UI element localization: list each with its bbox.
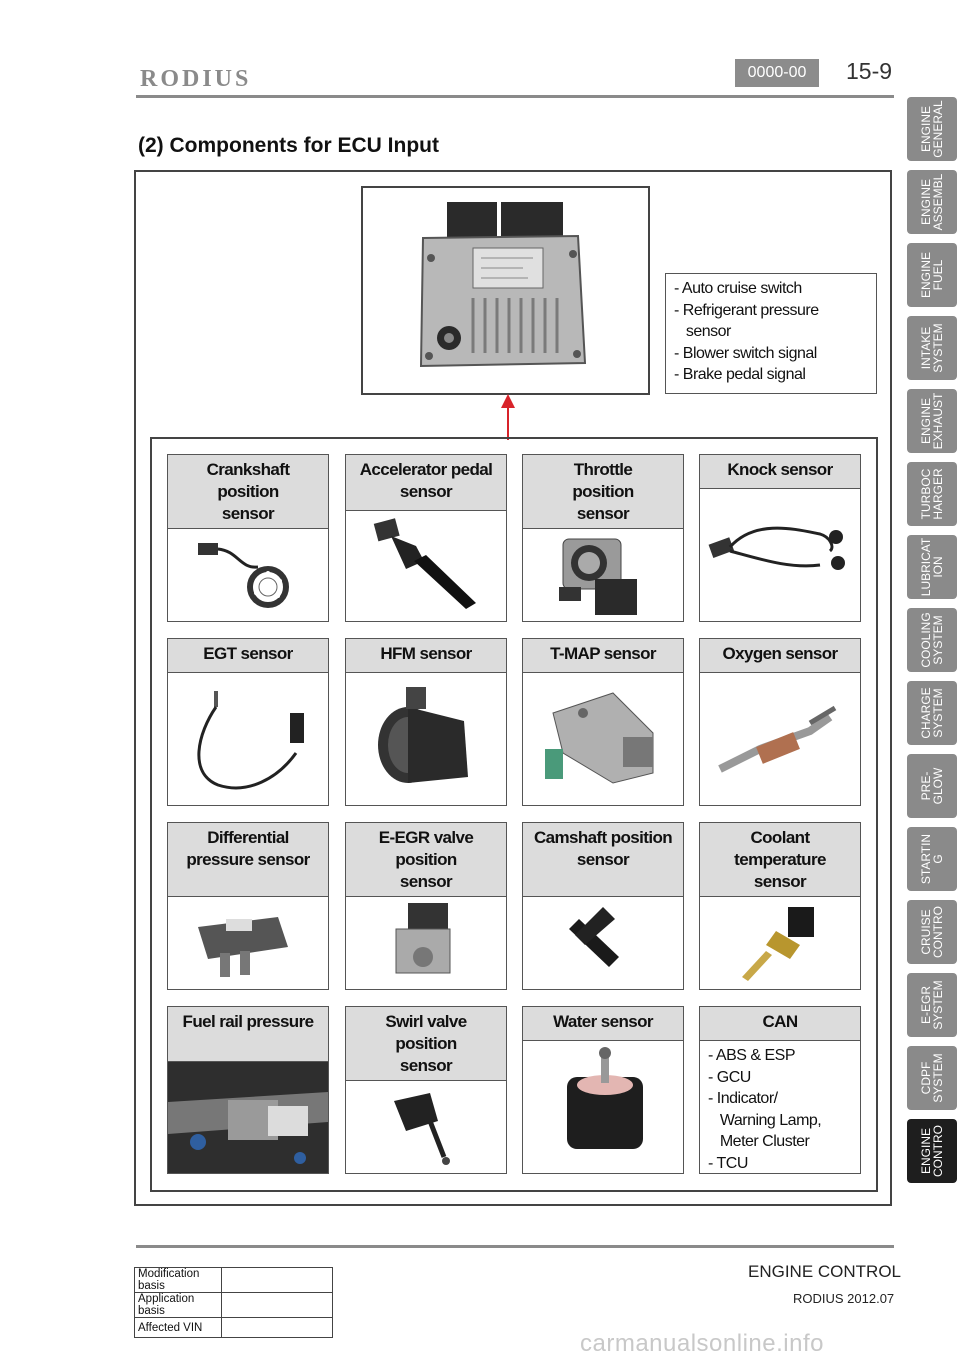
tab-label: TURBOC HARGER [919,468,945,520]
tab-label: CHARGE SYSTEM [919,687,945,739]
sensor-card-camshaft [522,822,684,990]
egr-valve-icon [346,897,506,989]
table-cell-value [222,1318,333,1338]
section-code-badge: 0000-00 [735,59,819,87]
sensor-card-egr [345,822,507,990]
sensor-card-hfm [345,638,507,806]
arrow-shaft [507,406,509,440]
tab-label: INTAKE SYSTEM [919,323,945,373]
can-item: - GCU [708,1068,751,1086]
camshaft-sensor-icon [523,897,683,989]
oxygen-sensor-icon [700,673,860,805]
sensor-label: CAN [700,1007,860,1041]
egt-sensor-icon [168,673,328,805]
sensor-label: Coolant temperature sensor [700,823,860,897]
accelerator-pedal-icon [346,511,506,621]
sensor-label: Accelerator pedal sensor [346,455,506,511]
tab-cruise-control[interactable] [907,900,957,964]
tab-lubrication[interactable] [907,535,957,599]
header-divider [136,95,894,98]
sensor-label: EGT sensor [168,639,328,673]
ecu-input-item: sensor [674,323,731,340]
tab-turbocharger[interactable] [907,462,957,526]
table-cell-label: Affected VIN [135,1318,222,1338]
sensor-label: Throttle position sensor [523,455,683,529]
tab-engine-assembly[interactable] [907,170,957,234]
tab-label: ENGINE GENERAL [919,100,945,158]
table-cell-label: Modification basis [135,1268,222,1293]
page-title: (2) Components for ECU Input [138,134,439,157]
can-item: Meter Cluster [708,1133,810,1150]
tab-label: ENGINE EXHAUST [919,392,945,450]
sensor-label: Oxygen sensor [700,639,860,673]
sensor-label: Differential pressure sensor [168,823,328,897]
footer-section-name: ENGINE CONTROL [748,1262,902,1281]
tab-engine-general[interactable] [907,97,957,161]
sensor-label: Knock sensor [700,455,860,489]
table-row [135,1293,333,1318]
table-cell-label: Application basis [135,1293,222,1318]
hfm-sensor-icon [346,673,506,805]
tab-label: LUBRICAT ION [919,537,945,597]
water-sensor-icon [523,1041,683,1173]
sensor-card-crankshaft [167,454,329,622]
ecu-input-item: - Brake pedal signal [674,366,806,383]
tab-e-egr-system[interactable] [907,973,957,1037]
sensor-card-throttle [522,454,684,622]
sensor-card-differential [167,822,329,990]
tab-charge-system[interactable] [907,681,957,745]
table-cell-value [222,1268,333,1293]
tab-intake-system[interactable] [907,316,957,380]
knock-sensor-icon [700,489,860,621]
can-item: - ABS & ESP [708,1047,795,1064]
tab-label: ENGINE CONTRO [919,1125,945,1177]
sensor-label: T-MAP sensor [523,639,683,673]
sensor-card-water [522,1006,684,1174]
tab-label: ENGINE ASSEMBL [919,173,945,231]
tab-cooling-system[interactable] [907,608,957,672]
sensor-card-tmap [522,638,684,806]
rodius-logo: RODIUS [140,66,252,92]
sensor-label: Swirl valve position sensor [346,1007,506,1081]
ecu-icon [363,188,648,393]
sensor-label: E-EGR valve position sensor [346,823,506,897]
tab-label: CDPF SYSTEM [919,1053,945,1103]
ecu-input-item: - Blower switch signal [674,344,817,362]
ecu-input-item: - Auto cruise switch [674,280,802,297]
can-item: - TCU [708,1154,748,1172]
can-bus-card [699,1006,861,1174]
sensor-card-fuel-rail [167,1006,329,1174]
swirl-valve-icon [346,1081,506,1173]
tab-label: PRE- GLOW [919,767,945,805]
crankshaft-sensor-icon [168,529,328,621]
tab-label: ENGINE FUEL [919,252,945,299]
coolant-sensor-icon [700,897,860,989]
table-cell-value [222,1293,333,1318]
tab-engine-exhaust[interactable] [907,389,957,453]
table-row [135,1268,333,1293]
tab-label: CRUISE CONTRO [919,906,945,958]
tab-label: STARTIN G [919,833,945,885]
sensor-label: Camshaft position sensor [523,823,683,897]
watermark: carmanualsonline.info [580,1330,824,1357]
tab-label: COOLING SYSTEM [919,612,945,668]
tab-engine-control[interactable] [907,1119,957,1183]
tab-cdpf-system[interactable] [907,1046,957,1110]
table-row [135,1318,333,1338]
sensor-card-swirl [345,1006,507,1174]
ecu-input-item: - Refrigerant pressure [674,301,819,319]
sensor-card-coolant [699,822,861,990]
tab-pre-glow[interactable] [907,754,957,818]
can-item: Warning Lamp, [708,1111,822,1129]
throttle-body-icon [523,529,683,621]
sensor-card-oxygen [699,638,861,806]
can-item: - Indicator/ [708,1090,778,1107]
sensor-label: Crankshaft position sensor [168,455,328,529]
sensor-label: Water sensor [523,1007,683,1041]
footer-model-date: RODIUS 2012.07 [793,1291,895,1306]
tmap-sensor-icon [523,673,683,805]
ecu-input-list [665,273,877,394]
sensor-card-accelerator [345,454,507,622]
page-number: 15-9 [846,58,893,84]
fuel-rail-icon [168,1062,328,1173]
sensor-label: HFM sensor [346,639,506,673]
sensor-label: Fuel rail pressure [168,1007,328,1062]
tab-starting[interactable] [907,827,957,891]
differential-pressure-sensor-icon [168,897,328,989]
ecu-image-box [361,186,650,395]
can-bus-list [708,1045,821,1174]
sensor-card-egt [167,638,329,806]
footer-divider [136,1245,894,1248]
modification-table [134,1267,333,1338]
tab-label: E-EGR SYSTEM [919,980,945,1030]
sensor-card-knock [699,454,861,622]
tab-engine-fuel[interactable] [907,243,957,307]
